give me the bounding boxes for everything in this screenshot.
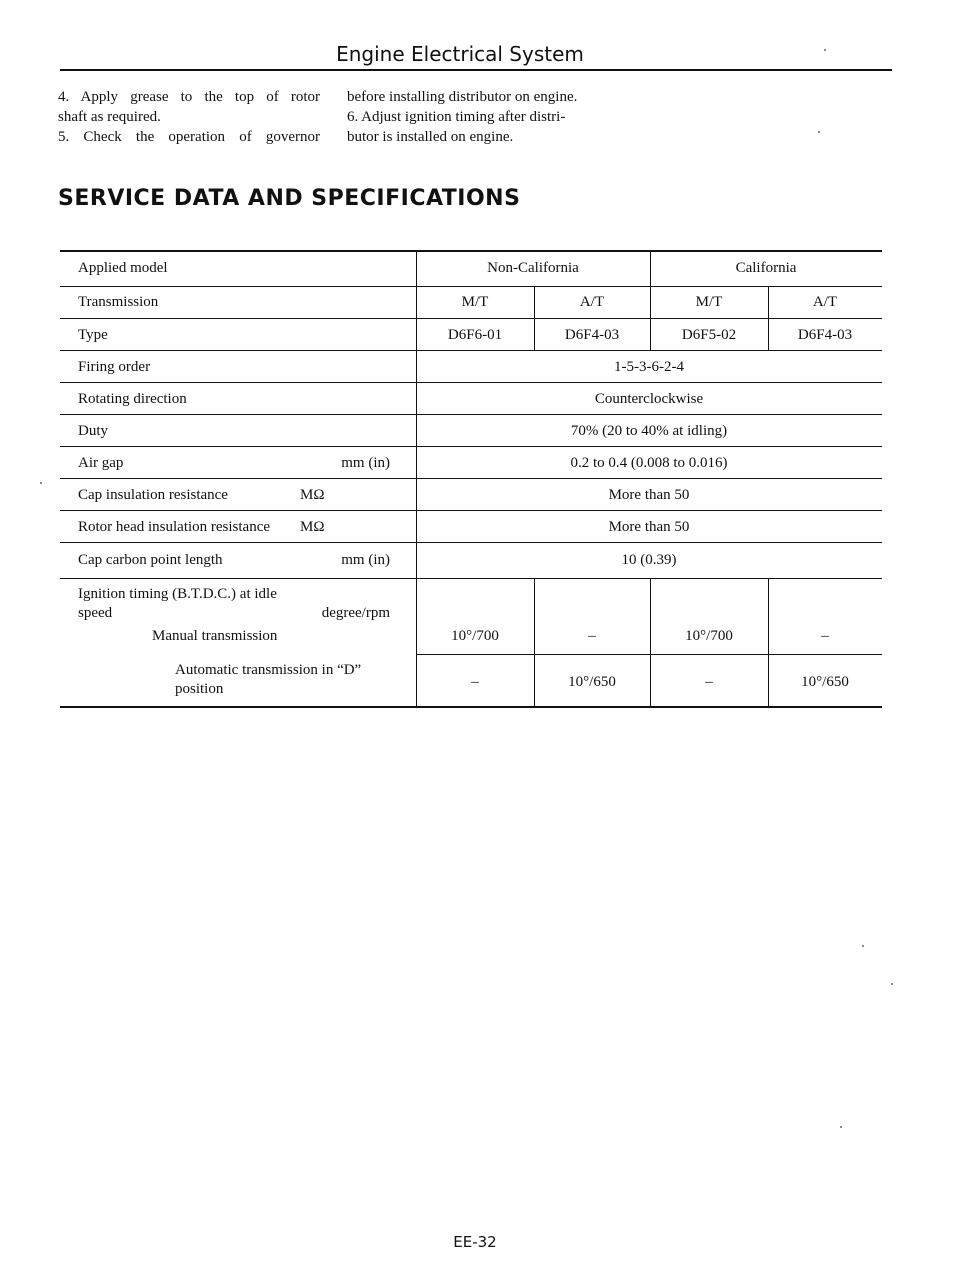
table-rule-top [60, 250, 882, 252]
table-rule [60, 510, 882, 511]
row-label-cap-carbon: Cap carbon point length [78, 552, 223, 568]
manual-timing-value: – [821, 628, 829, 644]
cap-insulation-value: More than 50 [608, 487, 690, 503]
rotating-direction-value: Counterclockwise [594, 391, 704, 407]
intro-right-column [347, 87, 647, 147]
row-label-transmission: Transmission [78, 294, 159, 310]
cap-carbon-value: 10 (0.39) [621, 552, 677, 568]
intro-line: 5. Check the operation of governor [58, 129, 320, 145]
table-rule [60, 578, 882, 579]
row-label-cap-insulation: Cap insulation resistance [78, 487, 228, 503]
firing-order-value: 1-5-3-6-2-4 [614, 359, 684, 375]
automatic-transmission-label: Automatic transmission in “D” [175, 662, 362, 678]
intro-line: shaft as required. [58, 109, 161, 125]
section-heading: SERVICE DATA AND SPECIFICATIONS [58, 186, 521, 211]
type-value: D6F5-02 [681, 327, 737, 343]
air-gap-value: 0.2 to 0.4 (0.008 to 0.016) [570, 455, 728, 471]
scan-speck [40, 482, 42, 484]
automatic-transmission-label-cont: position [175, 681, 224, 697]
intro-line: 6. Adjust ignition timing after distri- [347, 109, 566, 125]
intro-line: butor is installed on engine. [347, 129, 514, 145]
table-rule [60, 286, 882, 287]
air-gap-unit: mm (in) [341, 455, 390, 471]
page-number: EE-32 [453, 1233, 497, 1251]
auto-timing-value: – [471, 674, 479, 690]
intro-left-column [58, 87, 320, 147]
cap-insulation-unit: MΩ [300, 487, 325, 503]
intro-line: 4. Apply grease to the top of rotor [58, 89, 320, 105]
table-rule [60, 350, 882, 351]
type-value: D6F4-03 [564, 327, 620, 343]
table-rule [60, 478, 882, 479]
row-label-ignition-timing: Ignition timing (B.T.D.C.) at idle [78, 586, 277, 602]
row-label-rotating-direction: Rotating direction [78, 391, 187, 407]
transmission-value: A/T [812, 294, 838, 310]
scan-speck [891, 983, 893, 985]
scan-speck [862, 945, 864, 947]
row-label-type: Type [78, 327, 108, 343]
scan-speck [824, 49, 826, 51]
table-rule [60, 446, 882, 447]
manual-timing-value: 10°/700 [685, 628, 733, 644]
type-value: D6F4-03 [797, 327, 853, 343]
auto-timing-value: 10°/650 [568, 674, 616, 690]
row-label-rotor-insulation: Rotor head insulation resistance [78, 519, 271, 535]
header-rule [60, 69, 892, 71]
scan-speck [840, 1126, 842, 1128]
cap-carbon-unit: mm (in) [341, 552, 390, 568]
manual-transmission-label: Manual transmission [152, 628, 278, 644]
intro-line: before installing distributor on engine. [347, 89, 578, 105]
rotor-insulation-value: More than 50 [608, 519, 690, 535]
transmission-value: M/T [461, 294, 489, 310]
manual-timing-value: 10°/700 [451, 628, 499, 644]
transmission-value: M/T [695, 294, 723, 310]
table-rule-bottom [60, 706, 882, 708]
type-value: D6F6-01 [447, 327, 503, 343]
auto-timing-value: 10°/650 [801, 674, 849, 690]
row-label-duty: Duty [78, 423, 108, 439]
row-label-ignition-timing-cont: speed [78, 605, 113, 621]
table-rule [60, 414, 882, 415]
rotor-insulation-unit: MΩ [300, 519, 325, 535]
table-rule-partial [416, 654, 882, 655]
manual-timing-value: – [588, 628, 596, 644]
auto-timing-value: – [705, 674, 713, 690]
transmission-value: A/T [579, 294, 605, 310]
table-rule [60, 542, 882, 543]
table-rule [60, 382, 882, 383]
header-california: California [735, 260, 797, 276]
row-label-air-gap: Air gap [78, 455, 124, 471]
specifications-table [60, 250, 882, 708]
row-label-applied-model: Applied model [78, 260, 168, 276]
ignition-timing-unit: degree/rpm [321, 605, 390, 621]
scan-speck [818, 131, 820, 133]
header-non-california: Non-California [487, 260, 579, 276]
page-header-title: Engine Electrical System [336, 42, 584, 66]
duty-value: 70% (20 to 40% at idling) [570, 423, 728, 439]
table-rule [60, 318, 882, 319]
row-label-firing-order: Firing order [78, 359, 151, 375]
